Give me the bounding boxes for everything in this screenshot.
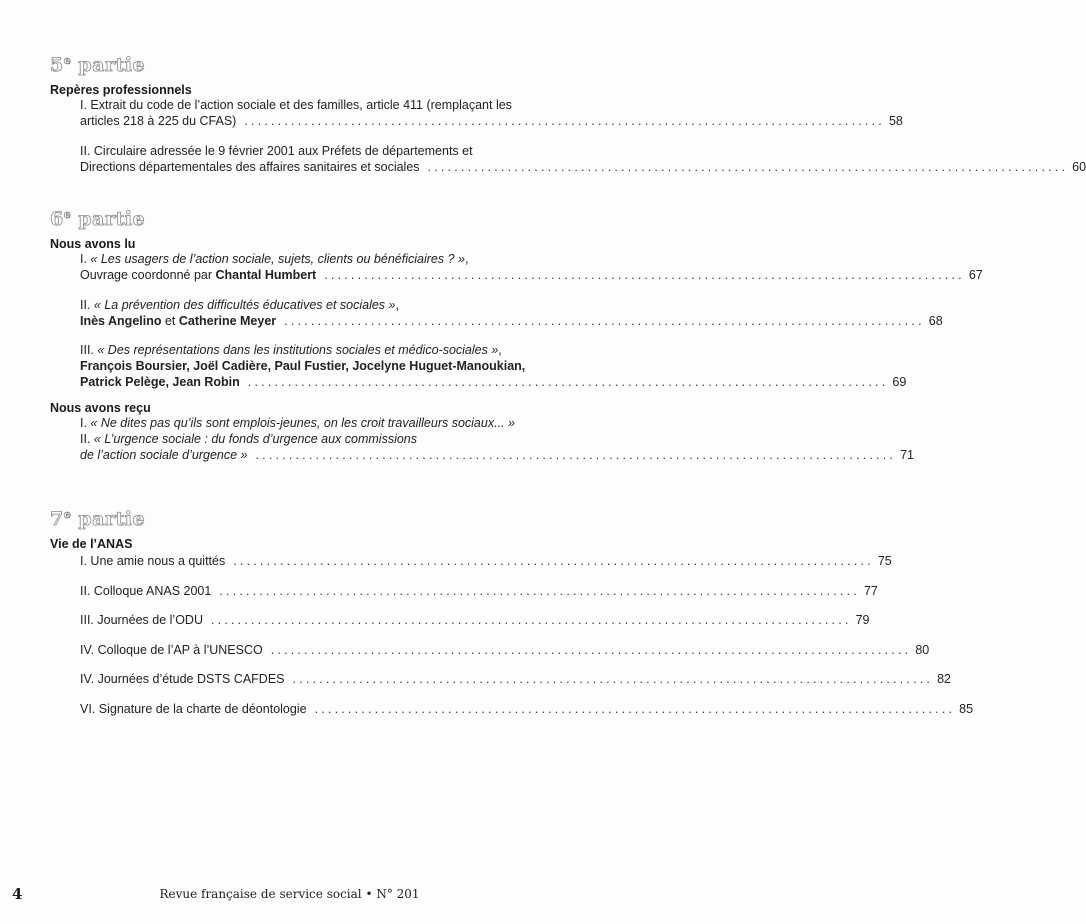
page-number: 85 — [959, 702, 974, 716]
dot-leader: ................................................................................................ — [270, 643, 912, 657]
toc-entry: IV. Journées d’étude DSTS CAFDES ................................................................................................ 82 — [80, 672, 952, 686]
page-number: 77 — [863, 584, 878, 598]
dot-leader: ................................................................................................ — [427, 160, 1069, 174]
page-number: 69 — [892, 375, 907, 389]
page-number: 79 — [855, 613, 870, 627]
part-6-title: 6e partie — [50, 208, 146, 230]
section-heading-nous-avons-lu: Nous avons lu — [50, 237, 136, 251]
toc-entry: IV. Colloque de l’AP à l’UNESCO ................................................................................................ 80 — [80, 643, 930, 657]
page-number: 71 — [900, 448, 914, 462]
dot-leader: ................................................................................................ — [292, 672, 934, 686]
page-number: 75 — [877, 554, 892, 568]
section-heading-reperes: Repères professionnels — [50, 83, 192, 97]
dot-leader: ................................................................................................ — [219, 584, 860, 598]
toc-entry: I. Extrait du code de l’action sociale et des familles, article 411 (remplaçant les articles 218 à 225 du CFAS) ................................................................................................ 58 — [80, 98, 903, 128]
part-7-title: 7e partie — [50, 508, 146, 530]
dot-leader: ................................................................................................ — [324, 268, 965, 282]
toc-entry: I. « Les usagers de l’action sociale, sujets, clients ou bénéficiaires ? », Ouvrage coordonné par Chantal Humbert ................................................................................................ 67 — [80, 252, 983, 282]
toc-entry: VI. Signature de la charte de déontologie ................................................................................................ 85 — [80, 702, 974, 716]
toc-entry: II. Circulaire adressée le 9 février 2001 aux Préfets de départements et Directions départementales des affaires sanitaires et sociales ................................................................................................ 60 — [80, 144, 1086, 174]
toc-entry: III. Journées de l’ODU ................................................................................................ 79 — [80, 613, 870, 627]
toc-entry: III. « Des représentations dans les institutions sociales et médico-sociales », François Boursier, Joël Cadière, Paul Fustier, Jocelyne Huguet-Manoukian, Patrick Pelège, Jean Robin ................................................................................................ 69 — [80, 343, 907, 389]
dot-leader: ................................................................................................ — [255, 448, 897, 462]
toc-entry: II. Colloque ANAS 2001 ................................................................................................ 77 — [80, 584, 878, 598]
page-number: 68 — [928, 314, 943, 328]
page-number: 80 — [915, 643, 930, 657]
running-footer: Revue française de service social • N° 201 — [159, 887, 420, 901]
dot-leader: ................................................................................................ — [247, 375, 889, 389]
toc-entry: II. « La prévention des difficultés éducatives et sociales », Inès Angelino et Catherine Meyer ................................................................................................ 68 — [80, 298, 943, 328]
section-heading-nous-avons-recu: Nous avons reçu — [50, 401, 151, 415]
part-5-title: 5e partie — [50, 54, 146, 76]
folio-page-number: 4 — [12, 885, 23, 903]
dot-leader: ................................................................................................ — [284, 314, 925, 328]
dot-leader: ................................................................................................ — [233, 554, 874, 568]
page-number: 67 — [968, 268, 983, 282]
toc-entry: I. Une amie nous a quittés ................................................................................................ 75 — [80, 554, 892, 568]
section-heading-vie-anas: Vie de l’ANAS — [50, 537, 133, 551]
page-number: 82 — [937, 672, 952, 686]
toc-entry: I. « Ne dites pas qu’ils sont emplois-jeunes, on les croit travailleurs sociaux... » II. « L’urgence sociale : du fonds d’urgence aux commissions de l’action sociale d’urgence » ................................................................................................ 71 — [80, 416, 914, 462]
page-number: 58 — [888, 114, 903, 128]
dot-leader: ................................................................................................ — [210, 613, 852, 627]
dot-leader: ................................................................................................ — [244, 114, 885, 128]
dot-leader: ................................................................................................ — [314, 702, 956, 716]
page-number: 60 — [1072, 160, 1086, 174]
